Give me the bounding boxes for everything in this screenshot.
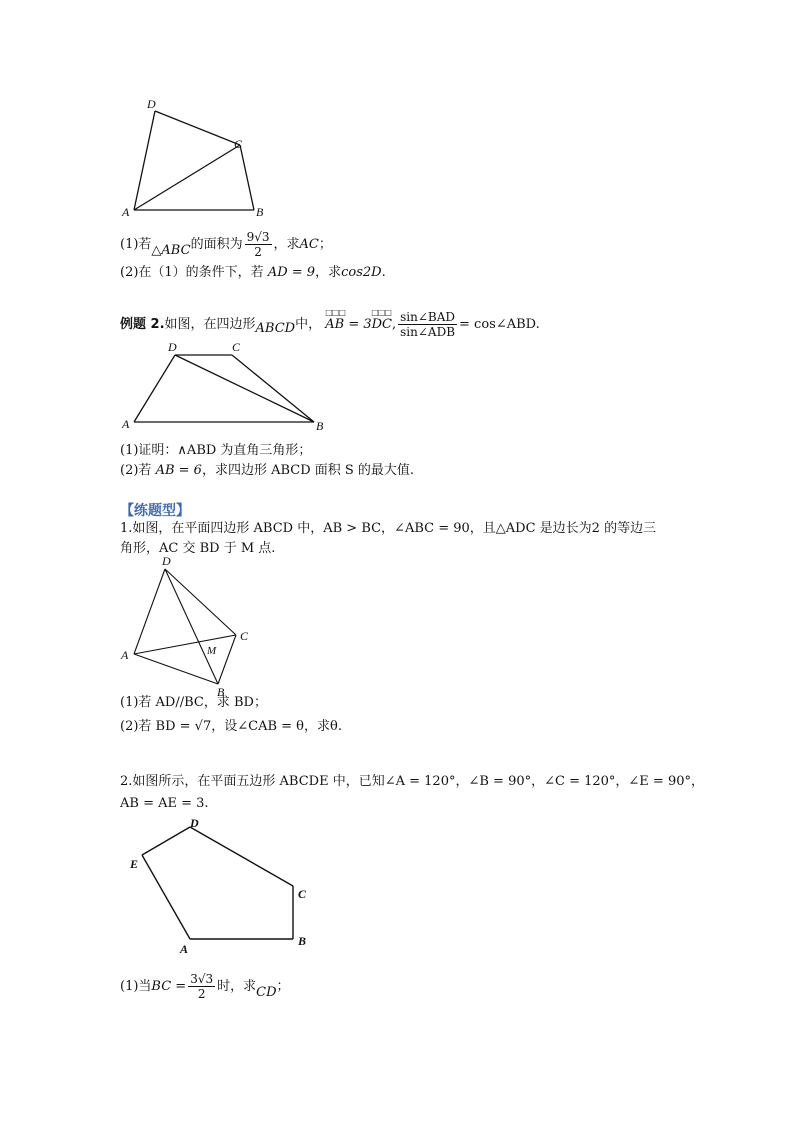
fraction-area [245,230,272,259]
figure-2-trapezoid [0,330,800,440]
ad-eq: AD = 9 [267,265,316,280]
figure-3-quadrilateral [0,550,800,700]
point-label-E: E [130,857,139,871]
q-text: (2)在（1）的条件下，若 [120,265,264,280]
q-text: (2)若 [120,463,152,478]
fraction-numerator: sin∠BAD [400,310,456,324]
fraction-bc [188,972,215,1001]
point-label-B: B [316,419,324,433]
point-label-B: B [256,205,264,219]
practice-1-line-1: 1.如图，在平面四边形 ABCD 中，AB > BC，∠ABC = 90，且△ADC 是边长为2 的等边三 [120,521,657,536]
fraction-numerator: 9√3 [246,230,270,244]
q-text: ； [318,237,332,252]
fraction-denominator: sin∠ADB [400,325,456,339]
question-1-2 [120,264,386,282]
bc-eq: BC = [151,979,187,994]
point-label-B: B [217,685,225,699]
practice-1-question-2: (2)若 BD = √7，设∠CAB = θ，求θ. [120,719,342,734]
point-label-A: A [122,417,130,431]
question-1-1 [120,230,332,259]
practice-2-line-2: AB = AE = 3. [120,796,209,811]
segment-cd: CD [256,985,277,1000]
point-label-A: A [122,205,130,219]
figure-4-pentagon [0,800,800,960]
cos-abd: = cos∠ABD [459,317,536,332]
point-label-B: B [298,934,307,948]
point-label-C: C [232,340,241,354]
point-label-C: C [298,887,307,901]
section-heading: 【练题型】 [120,503,190,519]
practice-1-question-1: (1)若 AD//BC，求 BD； [120,695,267,710]
fraction-denominator: 2 [254,245,262,259]
point-label-D: D [168,340,177,354]
q-text: ，求 [315,265,342,280]
point-label-C: C [240,629,249,643]
example-label: 例题 2. [120,317,165,332]
q-text: (1)当 [120,979,152,994]
vector-arrow-mark: □□□ [325,308,345,317]
q-text: ，求四边形 ABCD 面积 S 的最大值. [201,463,415,478]
point-label-D: D [162,554,171,568]
point-label-D: D [190,816,199,830]
triangle-abc: △ABC [151,243,191,258]
vector-eq-text: AB = 3DC [325,317,392,332]
q-text: 的面积为 [190,237,243,252]
segment-ac: AC [299,237,319,252]
point-label-A: A [121,648,129,662]
cos2d: cos2D [341,265,382,280]
q-text: ，求 [273,237,300,252]
vector-arrow-mark: □□□ [371,308,391,317]
point-label-M: M [207,645,217,657]
point-label-D: D [147,97,156,111]
q-text: , [392,317,397,332]
figure-1-quadrilateral [0,0,800,220]
q-text: . [535,317,540,332]
quad-abcd: ABCD [255,321,296,336]
q-text: 中， [295,317,322,332]
q-text: 时，求 [217,979,257,994]
example-2-question-1: (1)证明：∧ABD 为直角三角形； [120,443,312,458]
q-text: (1)若 [120,237,152,252]
q-text: ； [276,979,290,994]
fraction-denominator: 2 [197,987,206,1001]
point-label-A: A [180,942,189,956]
practice-2-line-1: 2.如图所示，在平面五边形 ABCDE 中，已知∠A = 120°，∠B = 90°，∠C = 120°，∠E = 90°， [120,774,704,789]
q-text: . [381,265,386,280]
practice-1-line-2: 角形，AC 交 BD 于 M 点. [120,541,276,556]
practice-2-question-1 [120,972,290,1001]
point-label-C: C [234,137,243,151]
fraction-numerator: 3√3 [190,972,214,986]
q-text: 如图，在四边形 [164,317,256,332]
example-2-question-2 [120,462,414,480]
ab-eq: AB = 6 [155,463,202,478]
